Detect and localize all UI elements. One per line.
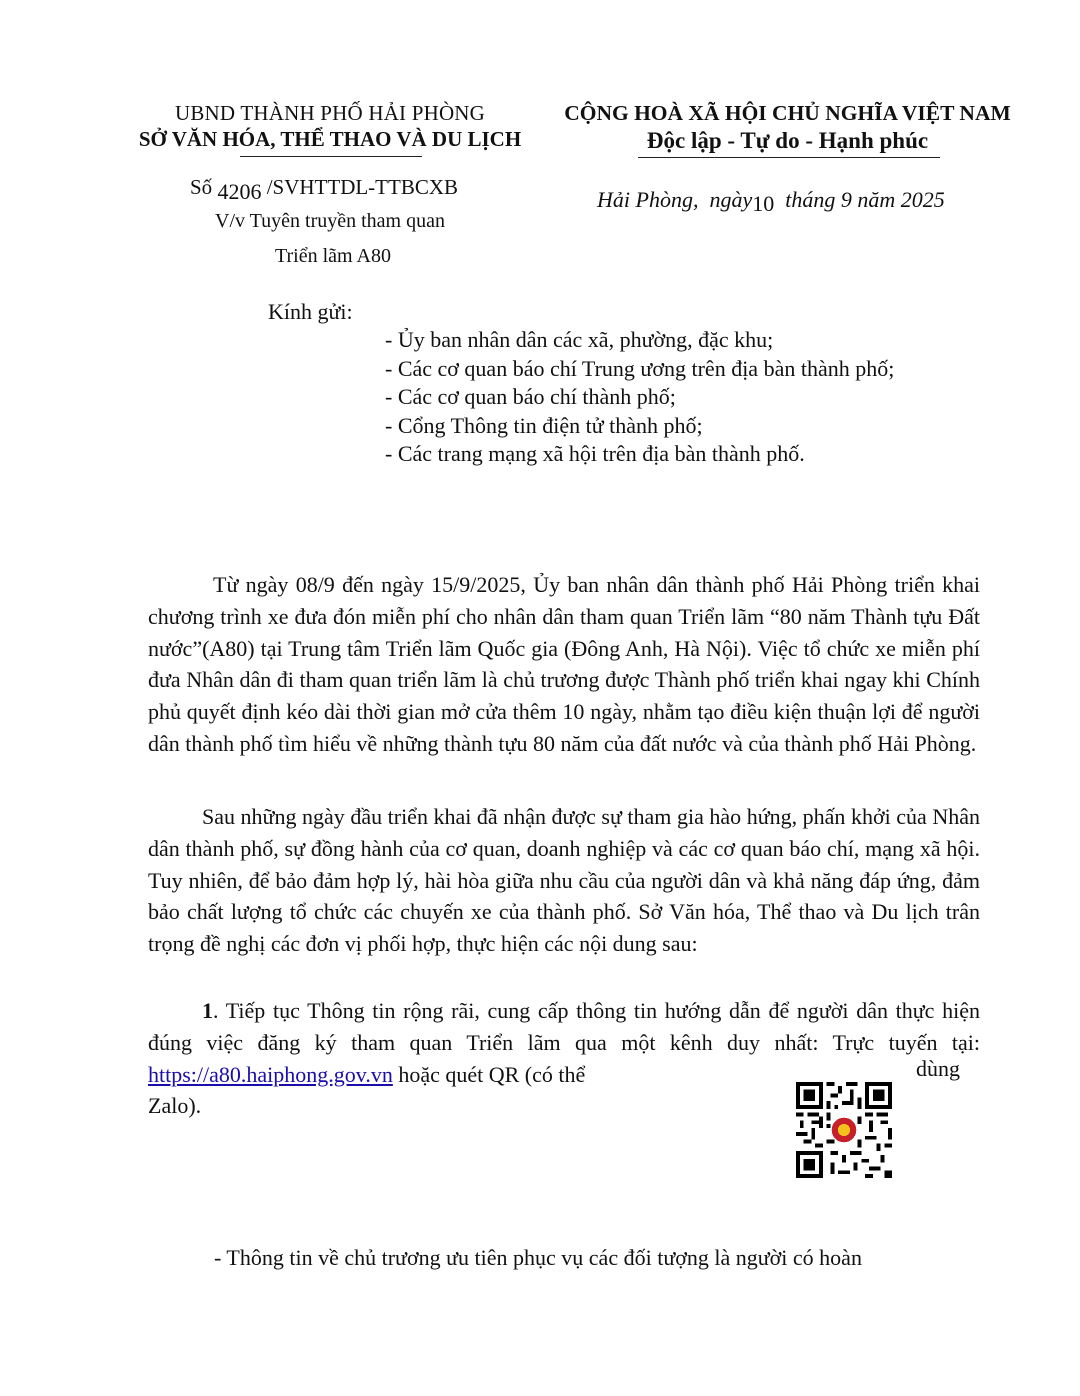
subject-line-1: V/v Tuyên truyền tham quan	[215, 210, 445, 232]
item-text-word: dùng	[916, 1056, 960, 1081]
doc-number-code: /SVHTTDL-TTBCXB	[266, 175, 459, 199]
item-text-end: Zalo).	[148, 1093, 202, 1119]
agency-name: SỞ VĂN HÓA, THỂ THAO VÀ DU LỊCH	[138, 127, 522, 151]
agency-parent: UBND THÀNH PHỐ HẢI PHÒNG	[174, 101, 486, 125]
list-item: - Ủy ban nhân dân các xã, phường, đặc khu;	[385, 327, 774, 352]
body-paragraph-4: - Thông tin về chủ trương ưu tiên phục vụ các đối tượng là người có hoàn	[214, 1245, 862, 1270]
doc-number-value: 4206	[217, 179, 262, 204]
agency-underline	[240, 156, 422, 157]
list-item: - Cổng Thông tin điện tử thành phố;	[385, 412, 703, 438]
body-paragraph-2: Sau những ngày đầu triển khai đã nhận được sự tham gia hào hứng, phấn khởi của Nhân dân thành phố, sự đồng hành của cơ quan, doanh nghiệp và các cơ quan báo chí, mạng xã hội. Tuy nhiên, để bảo đảm hợp lý, hài hòa giữa nhu cầu của người dân và khả năng đáp ứng, đảm bảo chất lượng tổ chức các chuyến xe của thành phố. Sở Văn hóa, Thể thao và Du lịch trân trọng đề nghị các đơn vị phối hợp, thực hiện các nội dung sau:	[148, 804, 980, 957]
date-day-label: ngày	[709, 187, 753, 212]
list-item: - Các trang mạng xã hội trên địa bàn thành phố.	[385, 441, 805, 466]
date-place: Hải Phòng,	[597, 187, 699, 212]
document-date	[597, 186, 945, 214]
date-month-year: tháng 9 năm 2025	[785, 187, 945, 212]
motto-underline	[638, 157, 940, 158]
national-motto: Độc lập - Tự do - Hạnh phúc	[646, 128, 929, 153]
national-heading	[560, 100, 1015, 156]
item-text: . Tiếp tục Thông tin rộng rãi, cung cấp thông tin hướng dẫn để người dân thực hiện đúng việc đăng ký tham quan Triển lãm qua một kênh duy nhất: Trực tuyến tại:	[148, 998, 980, 1055]
body-paragraph-1: Từ ngày 08/9 đến ngày 15/9/2025, Ủy ban nhân dân thành phố Hải Phòng triển khai chương trình xe đưa đón miễn phí cho nhân dân tham quan Triển lãm “80 năm Thành tựu Đất nước”(A80) tại Trung tâm Triển lãm Quốc gia (Đông Anh, Hà Nội). Việc tổ chức xe miễn phí đưa Nhân dân đi tham quan triển lãm là chủ trương được Thành phố triển khai ngay khi Chính phủ quyết định kéo dài thời gian mở cửa thêm 10 ngày, nhằm tạo điều kiện thuận lợi để người dân thành phố tìm hiểu về những thành tựu 80 năm của đất nước và của thành phố Hải Phòng.	[148, 572, 980, 756]
subject-line-2: Triển lãm A80	[275, 245, 391, 267]
addressee-label: Kính gửi:	[268, 299, 353, 324]
document-number	[190, 173, 459, 204]
list-item: - Các cơ quan báo chí thành phố;	[385, 384, 676, 409]
doc-number-prefix: Số	[190, 175, 213, 199]
country-name: CỘNG HOÀ XÃ HỘI CHỦ NGHĨA VIỆT NAM	[564, 101, 1011, 125]
list-item: - Các cơ quan báo chí Trung ương trên địa bàn thành phố;	[385, 355, 895, 381]
issuing-agency	[130, 100, 530, 152]
registration-link[interactable]: https://a80.haiphong.gov.vn	[148, 1061, 393, 1087]
item-number: 1	[202, 998, 213, 1023]
date-day: 10	[752, 191, 775, 216]
qr-code-icon[interactable]	[796, 1082, 892, 1178]
item-text-after: hoặc quét QR (có thể	[392, 1061, 586, 1087]
addressee-list	[385, 326, 894, 469]
